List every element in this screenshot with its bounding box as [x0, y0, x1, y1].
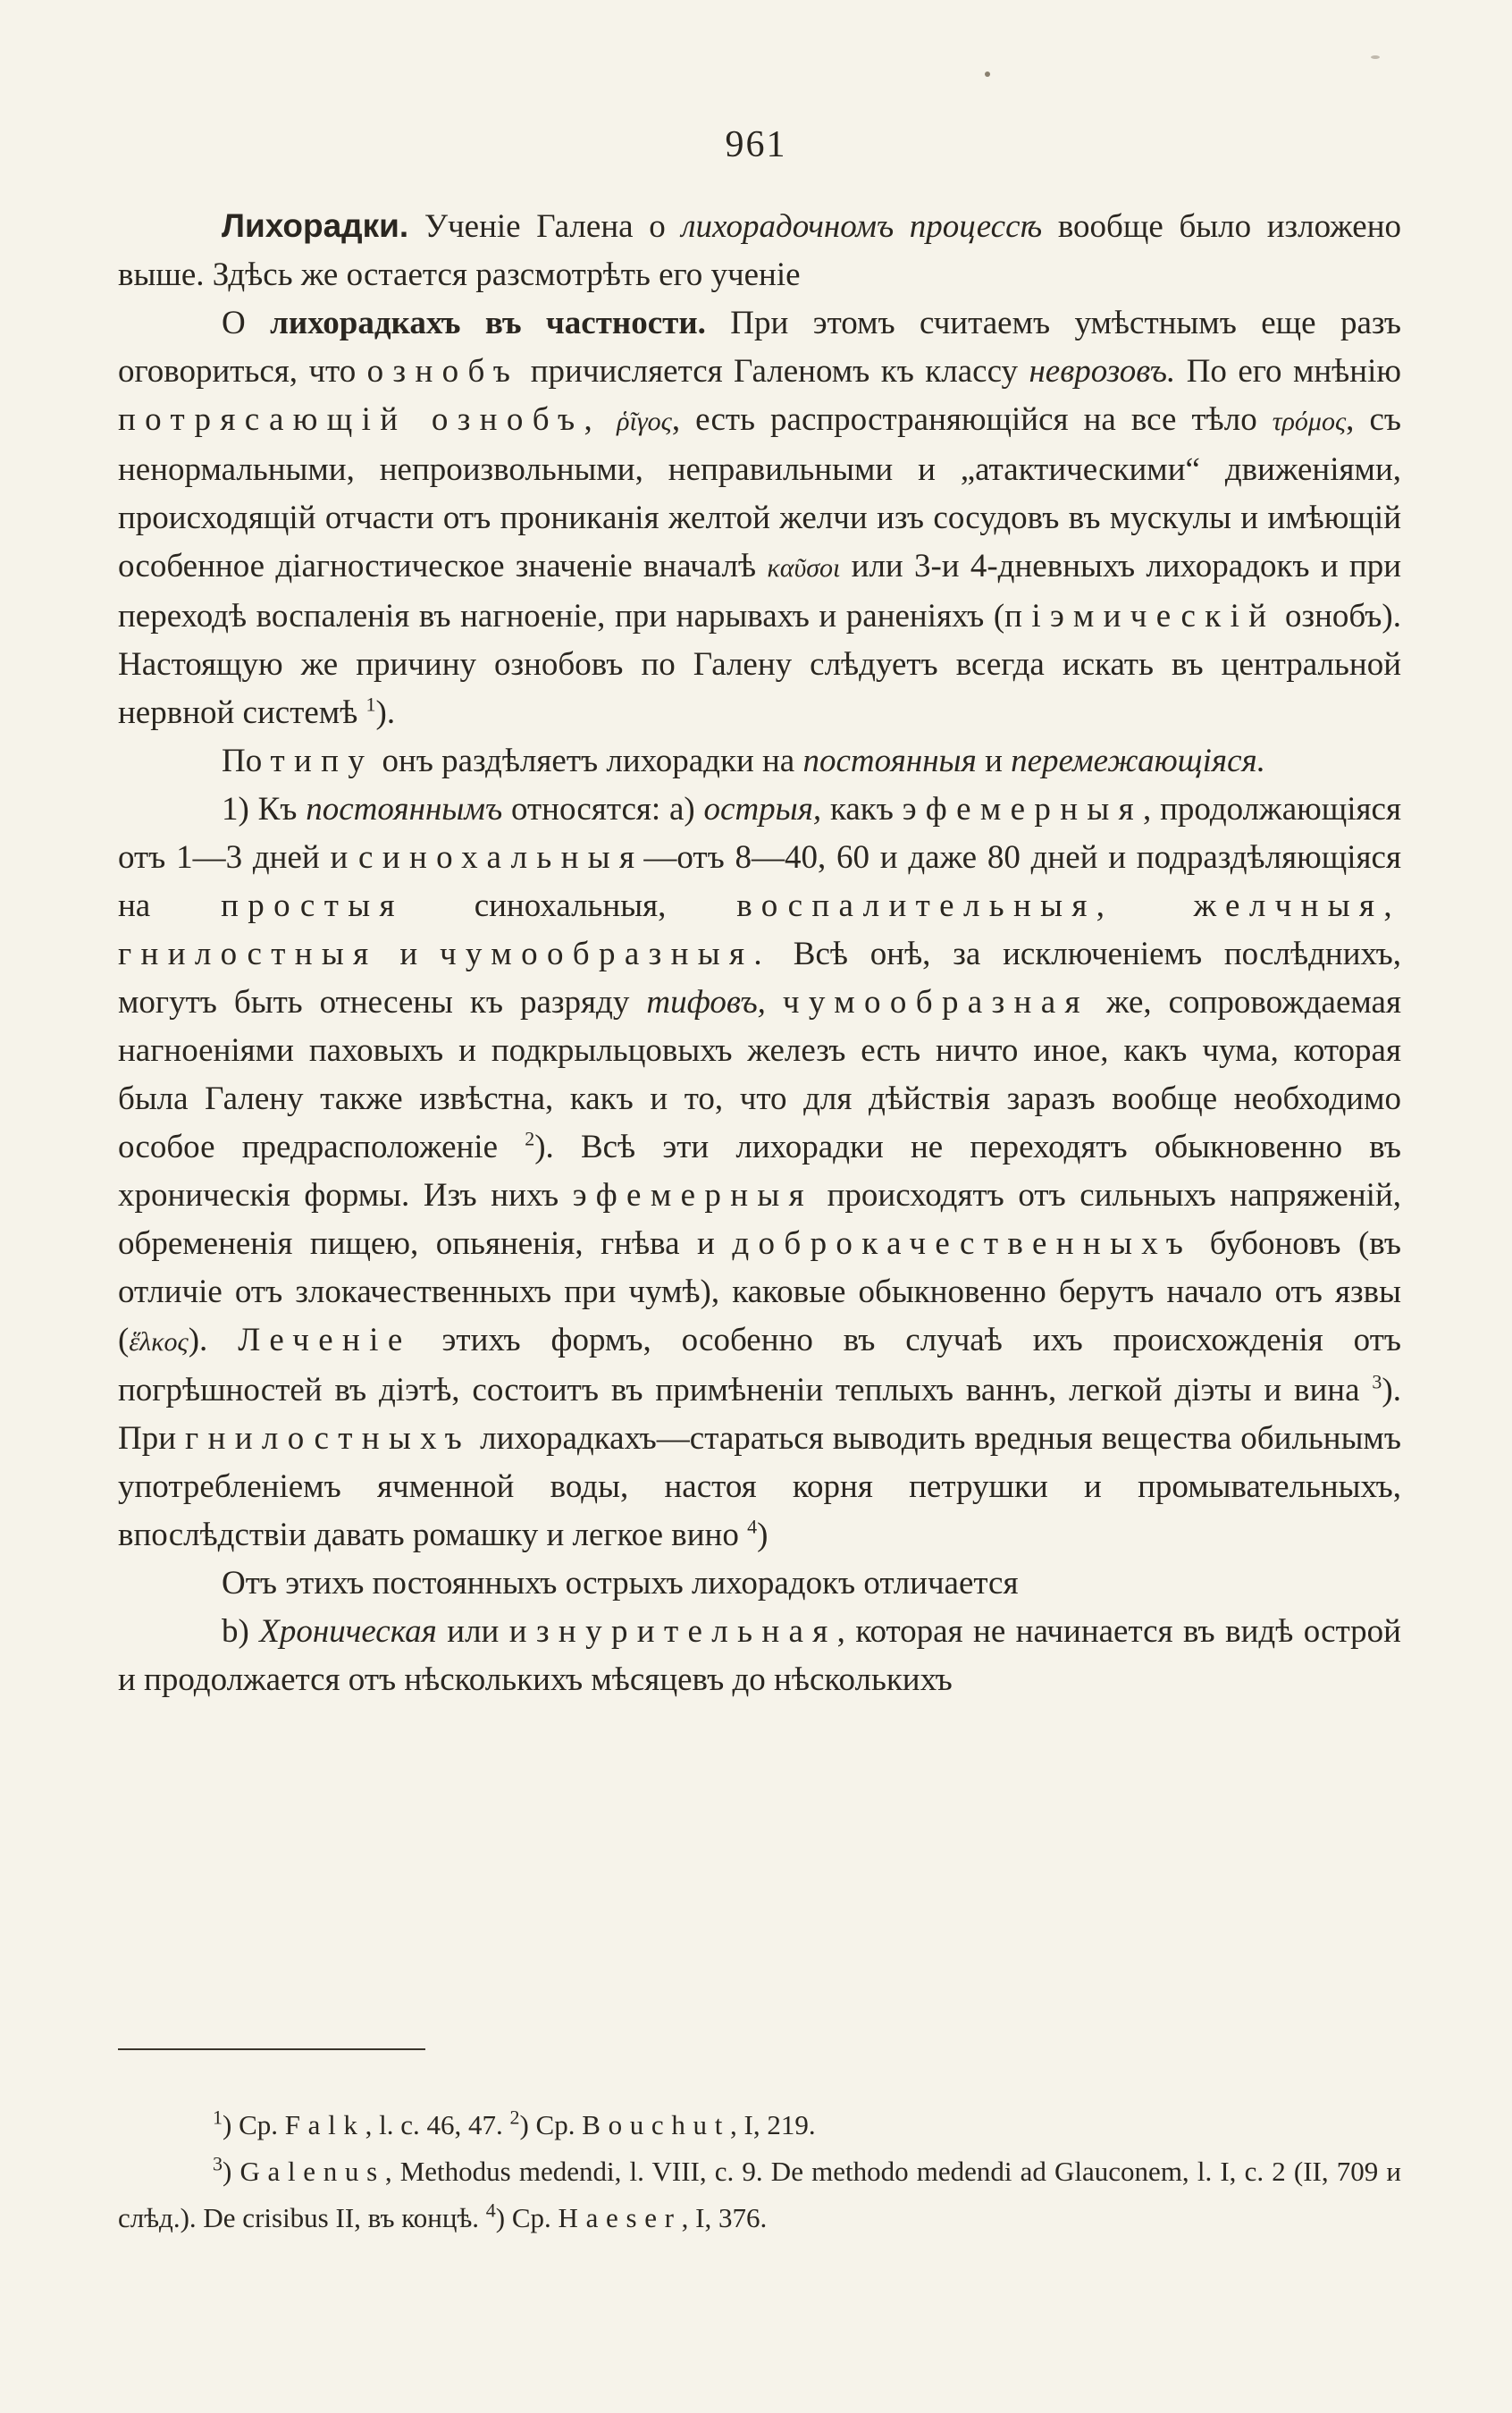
text-span: b)	[222, 1613, 260, 1650]
text-span: происходятъ отъ сильныхъ напряженій, обремененія пищею, опьяненія, гнѣва и	[118, 1177, 1401, 1262]
text-span: вообще было изложено выше. Здѣсь же остается разсмотрѣть его ученіе	[118, 208, 1401, 293]
spaced-term: чумообразныя.	[439, 936, 771, 972]
greek-word: τρόμος	[1272, 407, 1347, 436]
text-span: ). Всѣ эти лихорадки не переходятъ обыкновенно въ хроническія формы. Изъ нихъ	[118, 1129, 1401, 1214]
text-span: или	[436, 1613, 509, 1650]
text-span: —отъ 8—40, 60 и даже 80 дней и подраздѣляющіяся на	[118, 839, 1401, 924]
text-span: Всѣ онѣ, за исключеніемъ послѣднихъ, могутъ быть отнесены къ разряду	[118, 936, 1401, 1021]
spaced-term: типу	[270, 743, 374, 779]
text-span: ) Ср.	[223, 2109, 285, 2140]
italic-term: тифовъ,	[646, 984, 766, 1021]
spaced-term: синохальныя	[358, 839, 644, 876]
italic-term: лихорадочномъ процессѣ	[681, 208, 1043, 245]
italic-term: острыя,	[703, 791, 822, 828]
footnote-divider	[118, 2048, 425, 2050]
text-span: ). При	[118, 1372, 1401, 1457]
paragraph-distinction	[118, 1560, 1401, 1608]
text-span: Ученіе Галена о	[408, 208, 682, 245]
paper-speck	[985, 71, 990, 77]
footnote-number: 1	[213, 2106, 223, 2129]
italic-term: постояннымъ	[306, 791, 503, 828]
bold-term: лихорадкахъ въ частности.	[270, 305, 706, 341]
text-span: причисляется Галеномъ къ классу	[519, 353, 1029, 390]
paragraph-fevers-intro	[118, 202, 1401, 299]
spaced-term: гнилостныхъ	[185, 1420, 472, 1457]
greek-word: καῦσοι	[767, 553, 841, 583]
text-span: )	[757, 1517, 769, 1553]
text-span: Отъ этихъ постоянныхъ острыхъ лихорадокъ отличается	[222, 1565, 1019, 1602]
text-span: ) Ср.	[495, 2202, 559, 2233]
text-span: , Methodus medendi, l. VIII, c. 9. De methodo medendi ad Glauconem, l. I, c. 2 (II, 709 и слѣд.). De crisibus II, въ концѣ.	[118, 2156, 1401, 2233]
text-span: относятся: а)	[502, 791, 704, 828]
footnote-3-4	[118, 2148, 1401, 2241]
text-span	[766, 984, 783, 1021]
spaced-term: Леченіе	[238, 1322, 412, 1358]
text-span: , I, 376.	[681, 2202, 768, 2233]
text-span: ) Ср.	[519, 2109, 583, 2140]
author-name: Haeser	[558, 2202, 682, 2233]
text-span: этихъ формъ, особенно въ случаѣ ихъ происхожденія отъ погрѣшностей въ діэтѣ, состоитъ въ примѣненіи теплыхъ ваннъ, легкой діэты и вина	[118, 1322, 1401, 1408]
paragraph-chronic-fever	[118, 1608, 1401, 1704]
footnote-marker: 3	[1372, 1370, 1382, 1393]
text-span: По	[222, 743, 271, 779]
spaced-term: доброкачественныхъ	[732, 1225, 1193, 1262]
greek-word: ῥῖγος	[617, 407, 672, 436]
paragraph-continuous-fevers	[118, 786, 1401, 1560]
author-name: Galenus	[239, 2156, 385, 2187]
paragraph-fevers-particular	[118, 299, 1401, 737]
text-span: ).	[375, 694, 396, 731]
text-span: и	[377, 936, 440, 972]
text-span: , которая не начинается въ видѣ острой и продолжается отъ нѣсколькихъ мѣсяцевъ до нѣсколькихъ	[118, 1613, 1401, 1698]
text-span: же, сопровождаемая нагноеніями паховыхъ и подкрыльцовыхъ железъ есть ничто иное, какъ чума, которая была Галену также извѣстна, какъ и то, что для дѣйствія заразъ вообще необходимо особое предрасположеніе	[118, 984, 1401, 1165]
text-span: О	[222, 305, 271, 341]
spaced-term: эфемерныя	[572, 1177, 814, 1214]
text-span: или 3-и 4-дневныхъ лихорадокъ и при переходѣ воспаленія въ нагноеніе, при нарывахъ и раненіяхъ (	[118, 548, 1401, 635]
italic-term: постоянныя	[802, 743, 977, 779]
text-span: бубоновъ (въ отличіе отъ злокачественныхъ при чумѣ), каковые обыкновенно берутъ начало отъ язвы (	[118, 1225, 1401, 1358]
text-span: , есть распространяющійся на все тѣло	[671, 401, 1273, 438]
spaced-term: эфемерныя	[902, 791, 1144, 828]
footnotes	[118, 2102, 1401, 2241]
italic-term: перемежающіяся.	[1011, 743, 1265, 779]
text-span: По его мнѣнію	[1175, 353, 1401, 390]
section-heading: Лихорадки.	[222, 207, 409, 244]
text-span: ).	[188, 1322, 239, 1358]
greek-word: ἕλκος	[129, 1327, 189, 1357]
author-name: Falk	[284, 2109, 365, 2140]
text-span: При этомъ считаемъ умѣстнымъ еще разъ оговориться, что	[118, 305, 1401, 390]
footnote-marker: 1	[365, 693, 376, 716]
text-span: )	[223, 2156, 240, 2187]
footnote-number: 3	[213, 2152, 223, 2175]
text-span: , съ ненормальными, непроизвольными, неправильными и „атактическими“ движеніями, происходящій отчасти отъ проникaнія желтой желчи изъ сосудовъ въ мускулы и имѣющій особенное діагностическое значеніе вначалѣ	[118, 401, 1402, 584]
footnote-number: 2	[509, 2106, 520, 2129]
text-span: лихорадкахъ—стараться выводить вредныя вещества обильнымъ употребленіемъ ячменной воды, настоя корня петрушки и промывательныхъ, впослѣдствіи давать ромашку и легкое вино	[118, 1420, 1401, 1553]
paragraph-fever-types	[118, 737, 1401, 786]
spaced-term: простыя	[221, 887, 404, 924]
spaced-term: изнурительная	[508, 1613, 837, 1650]
text-span: и	[976, 743, 1012, 779]
italic-term: Хроническая	[259, 1613, 437, 1650]
text-span: онъ раздѣляетъ лихорадки на	[374, 743, 803, 779]
paper-speck	[1371, 55, 1380, 59]
author-name: Bouchut	[582, 2109, 731, 2140]
page-number: 961	[725, 124, 787, 165]
footnote-marker: 4	[747, 1515, 758, 1538]
text-span: , продолжающіяся отъ 1—3 дней и	[118, 791, 1401, 876]
footnote-1-2	[118, 2102, 1401, 2148]
text-span: какъ	[821, 791, 903, 828]
text-span: , I, 219.	[730, 2109, 816, 2140]
text-span: синохальныя,	[403, 887, 737, 924]
spaced-term: воспалительныя, желчныя, гнилостныя	[118, 887, 1401, 972]
spaced-term: чумообразная	[782, 984, 1089, 1021]
italic-term: неврозовъ.	[1029, 353, 1176, 390]
footnote-marker: 2	[525, 1127, 535, 1150]
spaced-term: потрясающій ознобъ,	[118, 401, 602, 438]
footnote-number: 4	[485, 2199, 496, 2222]
text-span: , l. c. 46, 47.	[365, 2109, 510, 2140]
spaced-term: піэмическій	[1004, 598, 1276, 635]
text-span: ознобъ). Настоящую же причину ознобовъ по Галену слѣдуетъ всегда искать въ центральной нервной системѣ	[118, 598, 1401, 731]
spaced-term: ознобъ	[366, 353, 520, 390]
main-text	[118, 202, 1401, 1704]
text-span: 1) Къ	[222, 791, 307, 828]
